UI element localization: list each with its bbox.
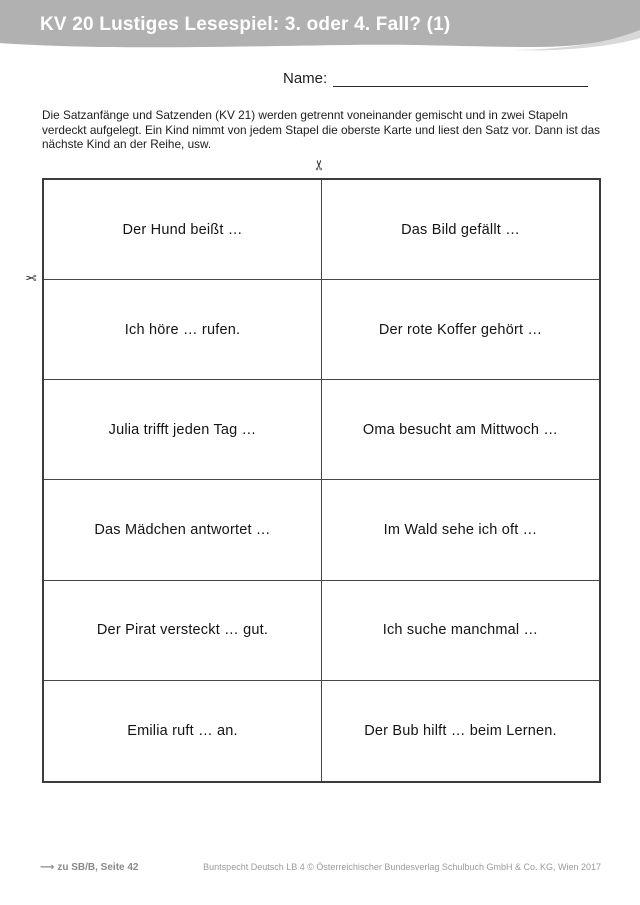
card-cell: Das Mädchen antwortet … [44, 480, 322, 580]
card-cell: Julia trifft jeden Tag … [44, 380, 322, 480]
card-cell: Oma besucht am Mittwoch … [322, 380, 599, 480]
card-cell: Das Bild gefällt … [322, 180, 599, 280]
name-label: Name: [283, 70, 328, 87]
name-fill-in-line [333, 70, 588, 87]
card-cell: Ich suche manchmal … [322, 581, 599, 681]
card-cell: Emilia ruft … an. [44, 681, 322, 781]
arrow-right-icon: ⟶ [40, 862, 55, 873]
card-cell: Im Wald sehe ich oft … [322, 480, 599, 580]
card-cell: Ich höre … rufen. [44, 280, 322, 380]
footer-copyright: Buntspecht Deutsch LB 4 © Österreichischer Bundesverlag Schulbuch GmbH & Co. KG, Wien 2017 [203, 862, 601, 872]
instructions-text: Die Satzanfänge und Satzenden (KV 21) werden getrennt voneinander gemischt und in zwei Stapeln verdeckt aufgelegt. Ein Kind nimmt von jedem Stapel die oberste Karte und liest den Satz vor. Dann ist das nächste Kind an der Reihe, usw. [42, 108, 601, 151]
card-cell: Der Hund beißt … [44, 180, 322, 280]
card-cell: Der Pirat versteckt … gut. [44, 581, 322, 681]
card-cell: Der rote Koffer gehört … [322, 280, 599, 380]
name-field-row [283, 70, 588, 87]
footer-reference [40, 862, 138, 873]
page-title: KV 20 Lustiges Lesespiel: 3. oder 4. Fall? (1) [40, 14, 451, 35]
scissors-icon: ✂ [25, 271, 37, 287]
scissors-icon: ✂ [311, 159, 328, 171]
card-cell: Der Bub hilft … beim Lernen. [364, 722, 557, 739]
footer-reference-label: zu SB/B, Seite 42 [57, 862, 139, 873]
footer [40, 862, 601, 873]
sentence-card-table [42, 178, 601, 783]
